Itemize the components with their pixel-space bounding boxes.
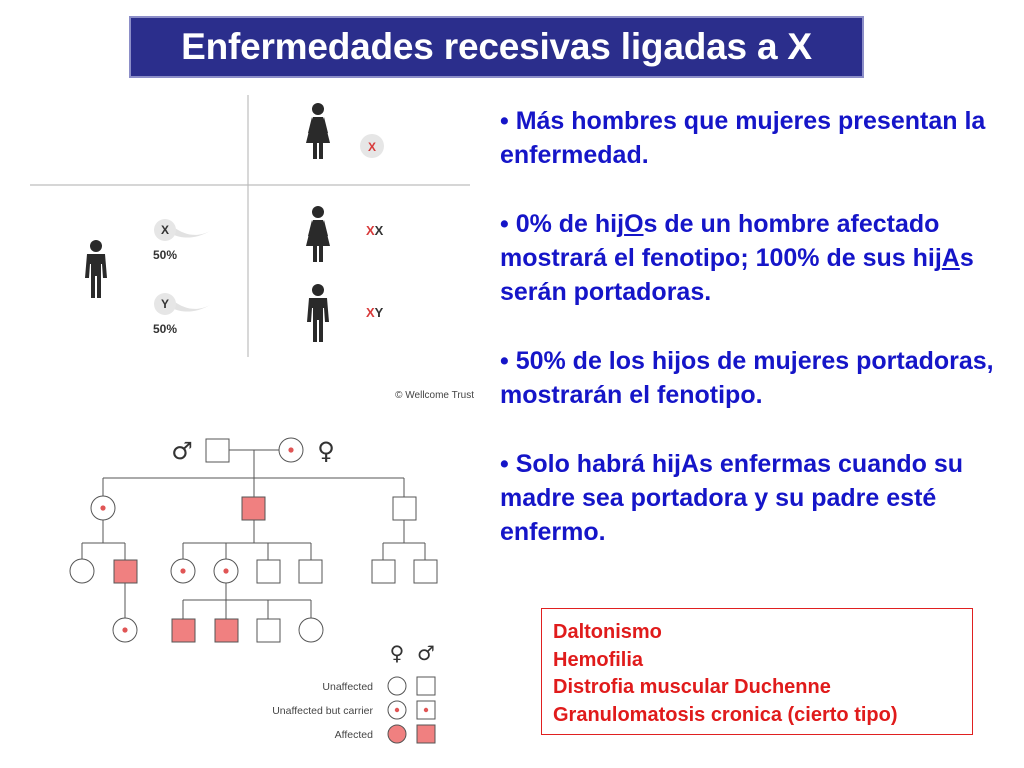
father-allele: X bbox=[160, 223, 170, 237]
inheritance-cross bbox=[30, 95, 474, 401]
legend-male-unaffected bbox=[417, 677, 435, 695]
pedigree-male-affected bbox=[242, 497, 265, 520]
legend-label: Unaffected but carrier bbox=[272, 705, 373, 717]
bullet-text: • Solo habrá hijAs enfermas cuando su madre sea portadora y su padre esté enfermo. bbox=[500, 450, 964, 546]
pedigree-male-unaffected bbox=[414, 560, 437, 583]
bullet-underline: O bbox=[624, 210, 644, 238]
pedigree-male-unaffected bbox=[257, 619, 280, 642]
sperm-tail-icon bbox=[172, 300, 210, 312]
page-title: Enfermedades recesivas ligadas a X bbox=[181, 26, 812, 67]
pedigree-female-unaffected bbox=[299, 618, 323, 642]
son-figure-icon bbox=[307, 284, 329, 342]
pedigree-male-unaffected bbox=[393, 497, 416, 520]
pedigree-legend bbox=[272, 641, 435, 743]
percent-label: 50% bbox=[153, 322, 178, 336]
image-credit: © Wellcome Trust bbox=[395, 390, 474, 401]
father-figure-icon bbox=[85, 240, 107, 298]
pedigree-male-unaffected bbox=[257, 560, 280, 583]
legend-label: Unaffected bbox=[322, 681, 373, 693]
disease-item: Granulomatosis cronica (cierto tipo) bbox=[553, 703, 898, 726]
mother-figure-icon bbox=[306, 103, 330, 159]
bullet-text: • 0% de hij bbox=[500, 210, 625, 238]
legend-label: Affected bbox=[334, 729, 373, 741]
daughter-figure-icon bbox=[306, 206, 330, 262]
pedigree-male-unaffected bbox=[372, 560, 395, 583]
bullet-text: • Más hombres que mujeres presentan la enfermedad. bbox=[500, 107, 986, 169]
pedigree-male-unaffected bbox=[206, 439, 229, 462]
legend-female-affected bbox=[388, 725, 406, 743]
bullet-text: • 50% de los hijos de mujeres portadoras, mostrarán el fenotipo. bbox=[500, 347, 994, 409]
bullet-text: s serán portadoras. bbox=[500, 244, 974, 306]
bullet-text: s de un hombre afectado mostrará el fenotipo; 100% de sus hij bbox=[500, 210, 942, 272]
disease-item: Distrofia muscular Duchenne bbox=[553, 676, 831, 698]
mother-allele: X bbox=[367, 140, 377, 154]
legend-male-affected bbox=[417, 725, 435, 743]
female-symbol-icon: ♀ bbox=[389, 641, 405, 665]
female-symbol-icon: ♀ bbox=[317, 437, 335, 465]
pedigree-male-affected bbox=[172, 619, 195, 642]
bullet-underline: A bbox=[941, 244, 960, 272]
disease-item: Daltonismo bbox=[553, 621, 662, 643]
percent-label: 50% bbox=[153, 248, 178, 262]
pedigree-male-affected bbox=[114, 560, 137, 583]
pedigree-male-unaffected bbox=[299, 560, 322, 583]
male-symbol-icon: ♂ bbox=[171, 437, 193, 465]
pedigree-male-affected bbox=[215, 619, 238, 642]
disease-item: Hemofilia bbox=[553, 648, 644, 671]
pedigree-chart bbox=[70, 438, 437, 642]
pedigree-female-unaffected bbox=[70, 559, 94, 583]
male-symbol-icon: ♂ bbox=[417, 641, 435, 665]
father-allele: Y bbox=[160, 297, 170, 311]
sperm-tail-icon bbox=[172, 226, 210, 238]
offspring-alleles: XY bbox=[366, 305, 384, 320]
legend-female-unaffected bbox=[388, 677, 406, 695]
offspring-alleles: XX bbox=[366, 223, 384, 238]
